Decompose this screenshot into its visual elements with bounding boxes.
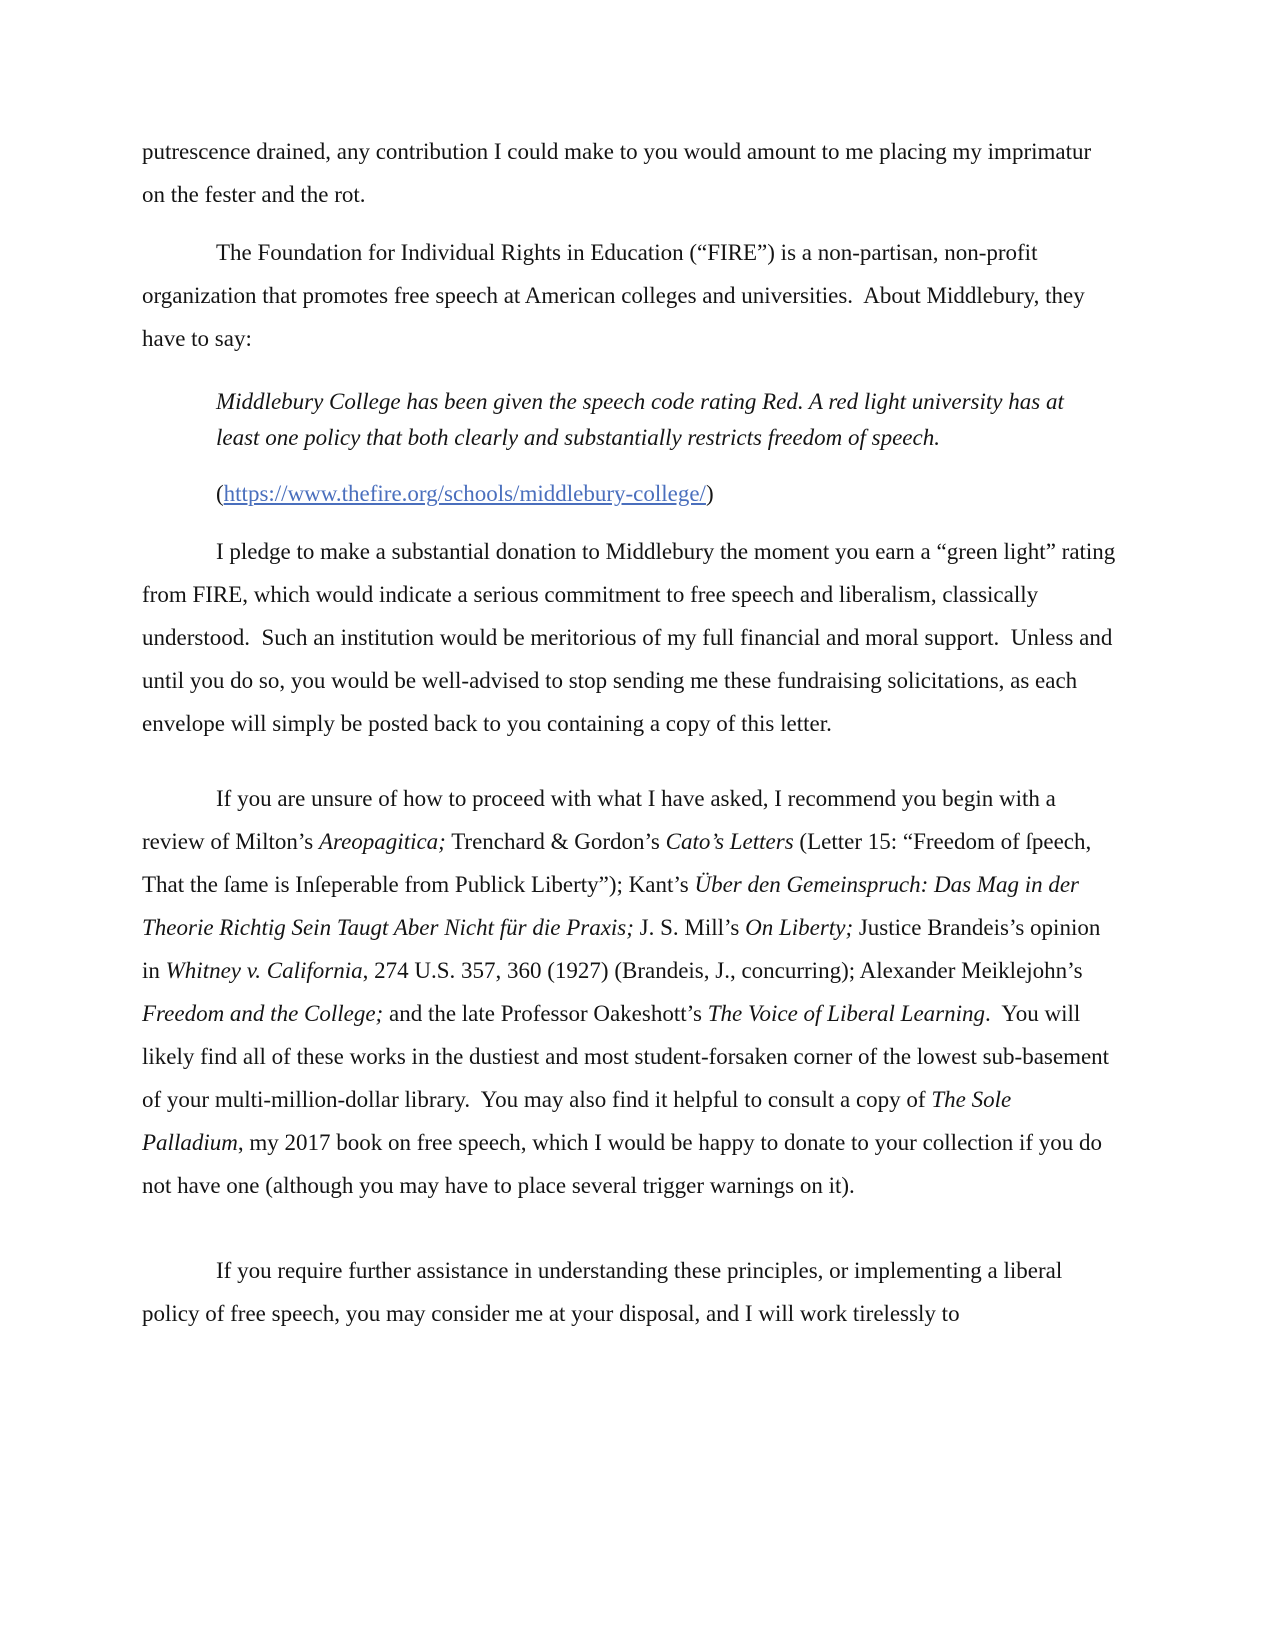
text-run: The Foundation for Individual Rights in Education (“FIRE”) is a non-partisan, non-profit organization that promotes free speech at American colleges and universities. About Middlebury, they have to say: xyxy=(142,240,1091,351)
text-run: ) xyxy=(705,481,714,506)
letter-paragraph-pledge xyxy=(142,530,1122,745)
text-run: Areopagitica; xyxy=(318,829,446,854)
source-link-line xyxy=(216,472,1117,515)
text-run: , 274 U.S. 357, 360 (1927) (Brandeis, J., concurring); Alexander Meiklejohn’s xyxy=(362,958,1089,983)
text-run: Über den Gemeinspruch: Das Mag in der Theorie Richtig Sein Taugt Aber Nicht für die Praxis; xyxy=(142,872,1085,940)
text-run: , my 2017 book on free speech, which I would be happy to donate to your collection if you do not have one (although you may have to place several trigger warnings on it). xyxy=(142,1130,1108,1198)
letter-body xyxy=(142,130,1122,1335)
letter-paragraph-further-assistance xyxy=(142,1249,1117,1335)
text-run: Middlebury College has been given the speech code rating Red. A red light university has at least one policy that both clearly and substantially restricts freedom of speech. xyxy=(216,389,1070,450)
hyperlink[interactable]: https://www.thefire.org/schools/middlebury-college/ xyxy=(223,481,706,506)
block-quote xyxy=(216,384,1070,456)
text-run: J. S. Mill’s xyxy=(633,915,746,940)
text-run: Cato’s Letters xyxy=(665,829,794,854)
text-run: On Liberty; xyxy=(745,915,854,940)
letter-paragraph-reading-list xyxy=(142,777,1117,1207)
text-run: If you are unsure of how to proceed with what I have asked, I recommend you begin with a review of Milton’s xyxy=(142,786,1062,854)
text-run: Freedom and the College; xyxy=(142,1001,384,1026)
text-run: Whitney v. California xyxy=(165,958,363,983)
text-run: and the late Professor Oakeshott’s xyxy=(383,1001,708,1026)
text-run: (Letter 15: “Freedom of ſpeech, That the ſame is Inſeperable from Publick Liberty”); Kant’s xyxy=(142,829,1097,897)
text-run: The Sole Palladium xyxy=(142,1087,1017,1155)
text-run: The Voice of Liberal Learning xyxy=(707,1001,985,1026)
text-run: I pledge to make a substantial donation to Middlebury the moment you earn a “green light” rating from FIRE, which would indicate a serious commitment to free speech and liberalism, classically understood. Such an institution would be meritorious of my full financial and moral support. Unless and until you do so, you would be well-advised to stop sending me these fundraising solicitations, as each envelope will simply be posted back to you containing a copy of this letter. xyxy=(142,539,1122,736)
text-run: . You will likely find all of these works in the dustiest and most student-forsaken corner of the lowest sub-basement of your multi-million-dollar library. You may also find it helpful to consult a copy of xyxy=(142,1001,1115,1112)
letter-paragraph-continuation xyxy=(142,130,1117,216)
text-run: Justice Brandeis’s opinion in xyxy=(142,915,1107,983)
text-run: ( xyxy=(216,481,224,506)
letter-paragraph-fire-intro xyxy=(142,231,1117,360)
text-run: Trenchard & Gordon’s xyxy=(445,829,666,854)
text-run: If you require further assistance in understanding these principles, or implementing a liberal policy of free speech, you may consider me at your disposal, and I will work tirelessly to xyxy=(142,1258,1069,1326)
text-run: putrescence drained, any contribution I could make to you would amount to me placing my imprimatur on the fester and the rot. xyxy=(142,139,1097,207)
